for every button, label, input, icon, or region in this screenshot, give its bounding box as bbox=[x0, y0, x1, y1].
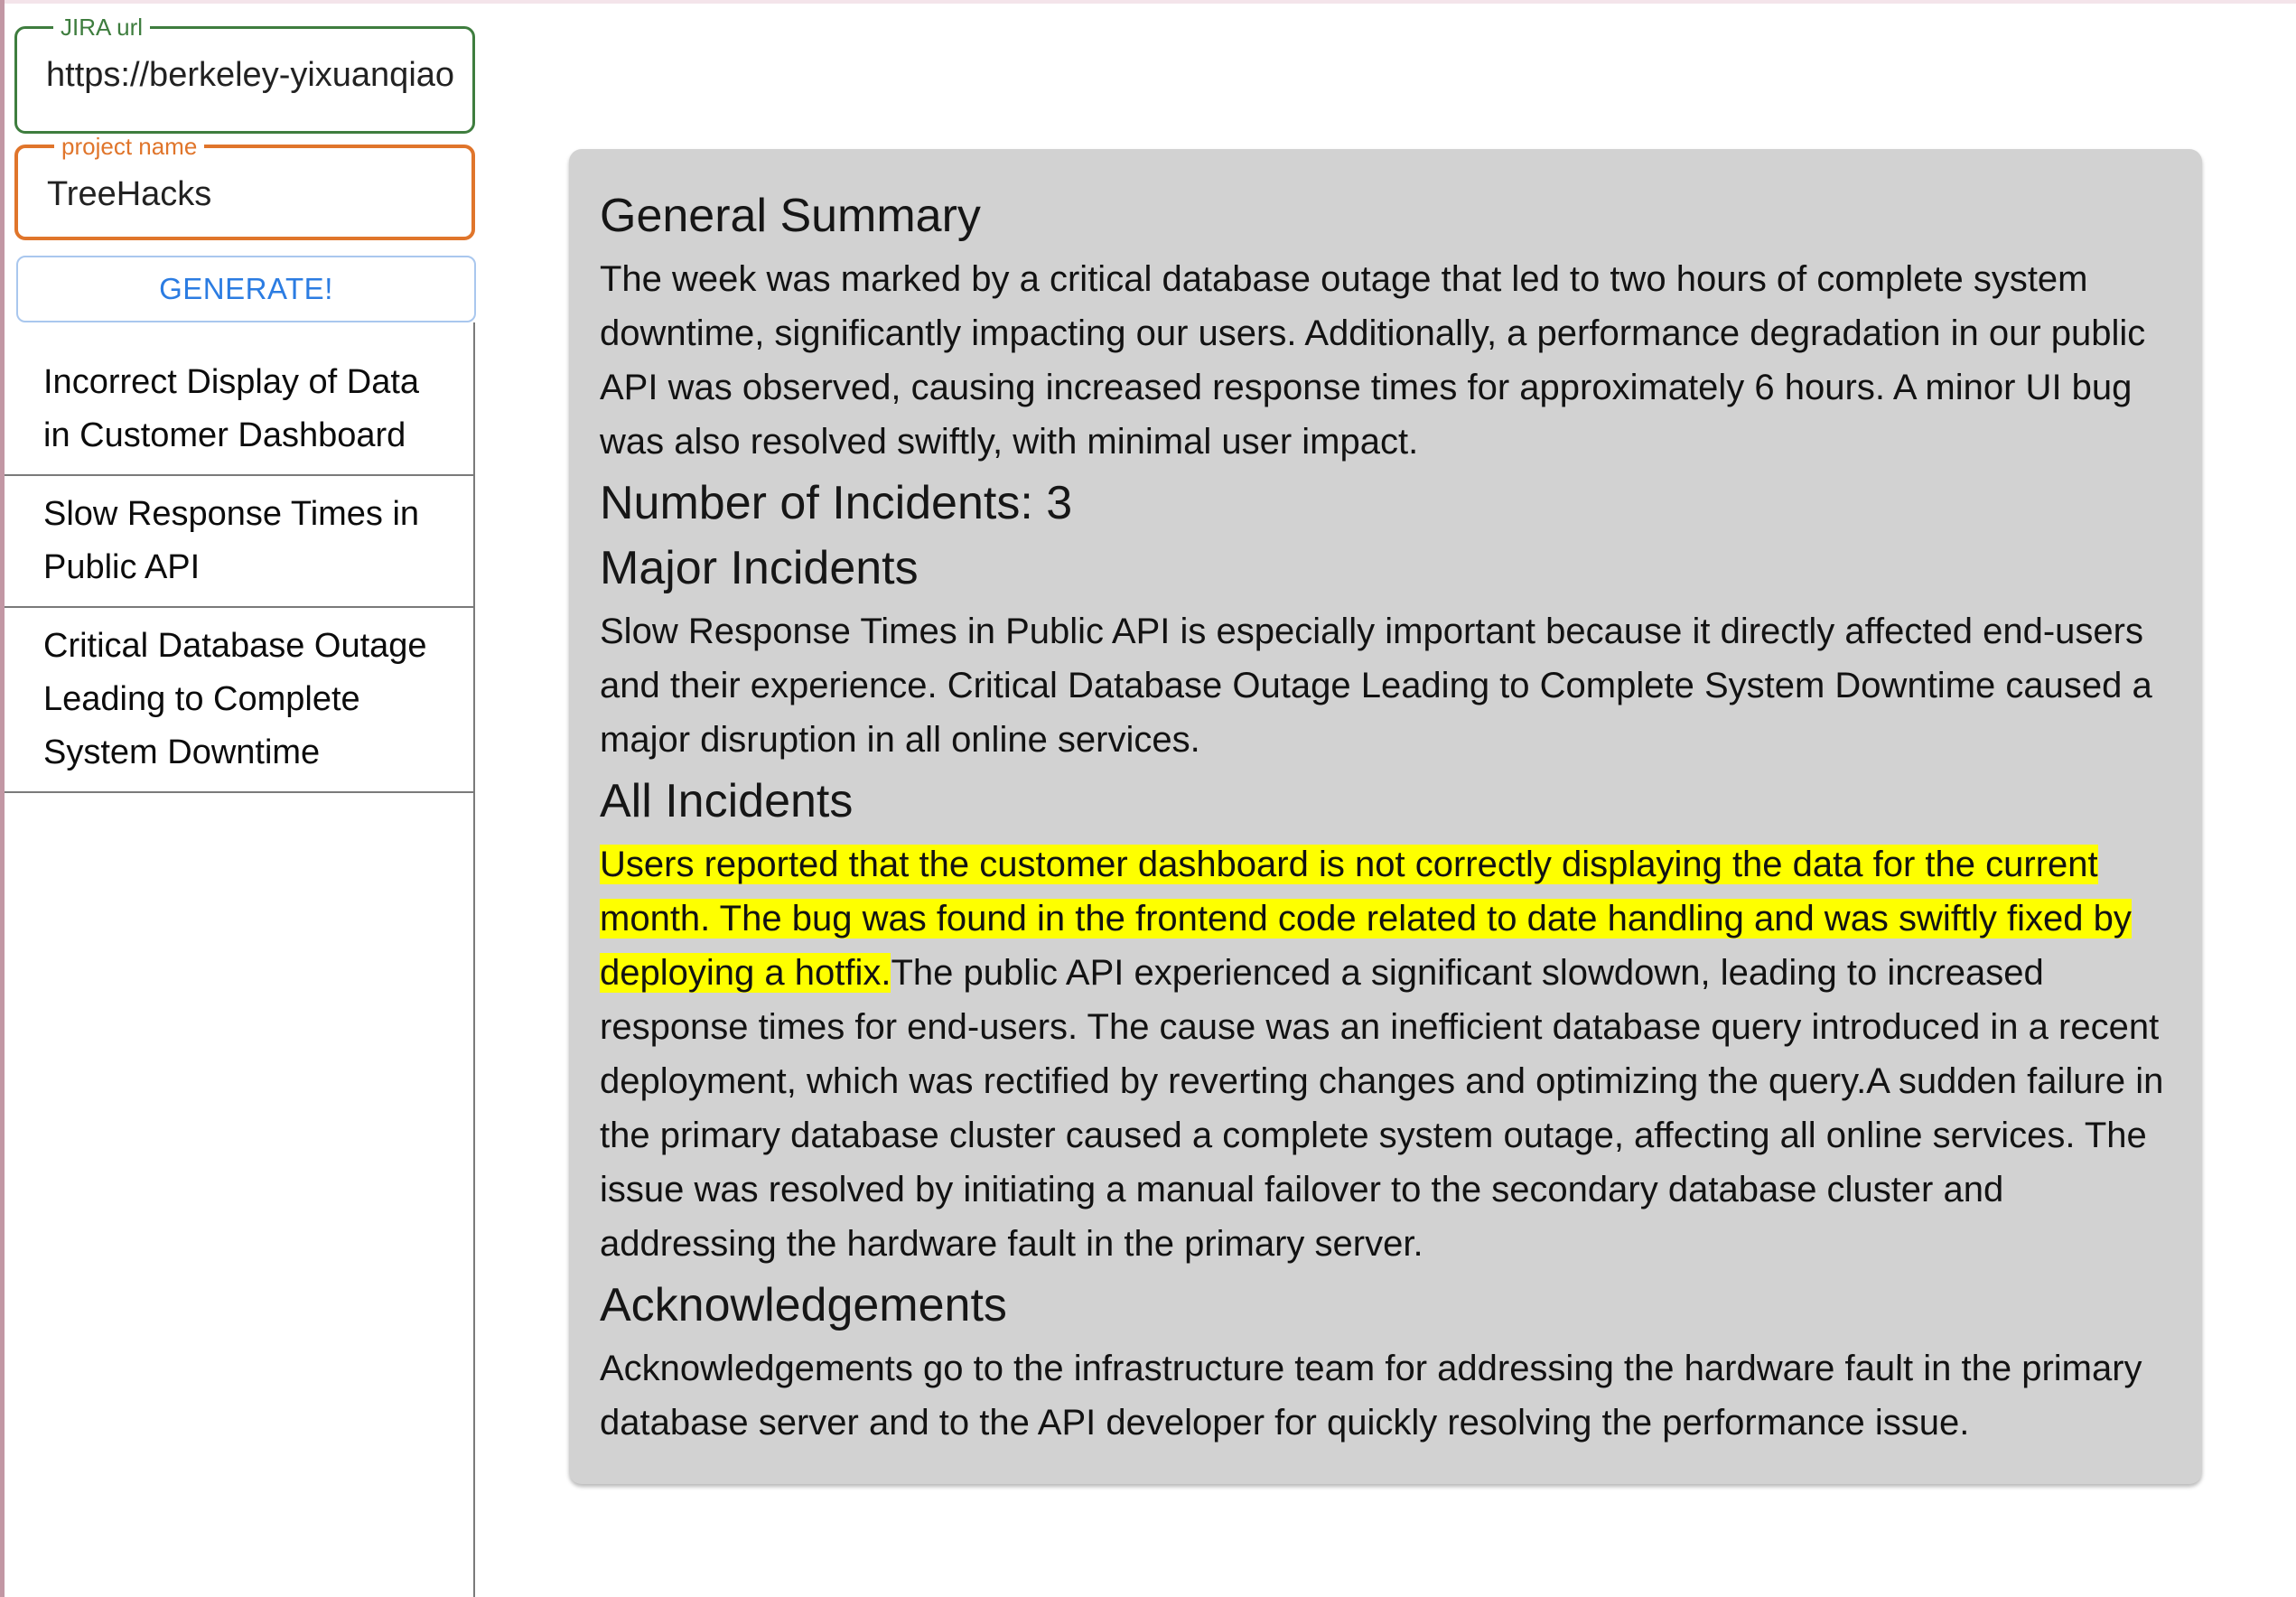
jira-url-fieldset bbox=[14, 13, 475, 134]
incident-list-item-slow-response[interactable]: Slow Response Times in Public API bbox=[5, 476, 473, 608]
acknowledgements-text: Acknowledgements go to the infrastructure team for addressing the hardware fault in the primary database server and to the API developer for quickly resolving the performance issue. bbox=[600, 1349, 2142, 1443]
project-name-input[interactable] bbox=[40, 161, 453, 214]
project-name-label: project name bbox=[61, 133, 198, 160]
all-incidents-text bbox=[600, 837, 2171, 1271]
major-incidents-heading: Major Incidents bbox=[600, 542, 919, 594]
incident-list bbox=[5, 322, 475, 1597]
highlighted-incident-text: Users reported that the customer dashboard is not correctly displaying the data for the current month. The bug was found in the frontend code related to date handling and was swiftly fixed by deploying a hotfix. bbox=[600, 845, 2132, 993]
generate-button[interactable]: GENERATE! bbox=[16, 256, 476, 322]
major-incidents-text: Slow Response Times in Public API is especially important because it directly affected end-users and their experience. Critical Database Outage Leading to Complete System Downtime caused a major disruption in all online services. bbox=[600, 612, 2152, 760]
incident-list-item-customer-dashboard[interactable]: Incorrect Display of Data in Customer Dashboard bbox=[5, 344, 473, 476]
sidebar bbox=[5, 0, 477, 1597]
acknowledgements-heading: Acknowledgements bbox=[600, 1279, 1007, 1331]
general-summary-text: The week was marked by a critical database outage that led to two hours of complete system downtime, significantly impacting our users. Additionally, a performance degradation in our public API was observed, causing increased response times for approximately 6 hours. A minor UI bug was also resolved swiftly, with minimal user impact. bbox=[600, 259, 2146, 462]
all-incidents-heading: All Incidents bbox=[600, 775, 854, 827]
incident-count-heading: Number of Incidents: 3 bbox=[600, 477, 1073, 529]
project-name-fieldset bbox=[14, 132, 475, 240]
jira-url-label: JIRA url bbox=[61, 14, 144, 41]
report-panel bbox=[569, 149, 2202, 1484]
jira-url-input[interactable] bbox=[39, 42, 454, 95]
general-summary-heading: General Summary bbox=[600, 190, 981, 242]
incident-list-item-database-outage[interactable]: Critical Database Outage Leading to Complete System Downtime bbox=[5, 608, 473, 793]
all-incidents-rest-text: The public API experienced a significant slowdown, leading to increased response times for end-users. The cause was an inefficient database query introduced in a recent deployment, which was rectified by reverting changes and optimizing the query.A sudden failure in the primary database cluster caused a complete system outage, affecting all online services. The issue was resolved by initiating a manual failover to the secondary database cluster and addressing the hardware fault in the primary server. bbox=[600, 953, 2164, 1264]
